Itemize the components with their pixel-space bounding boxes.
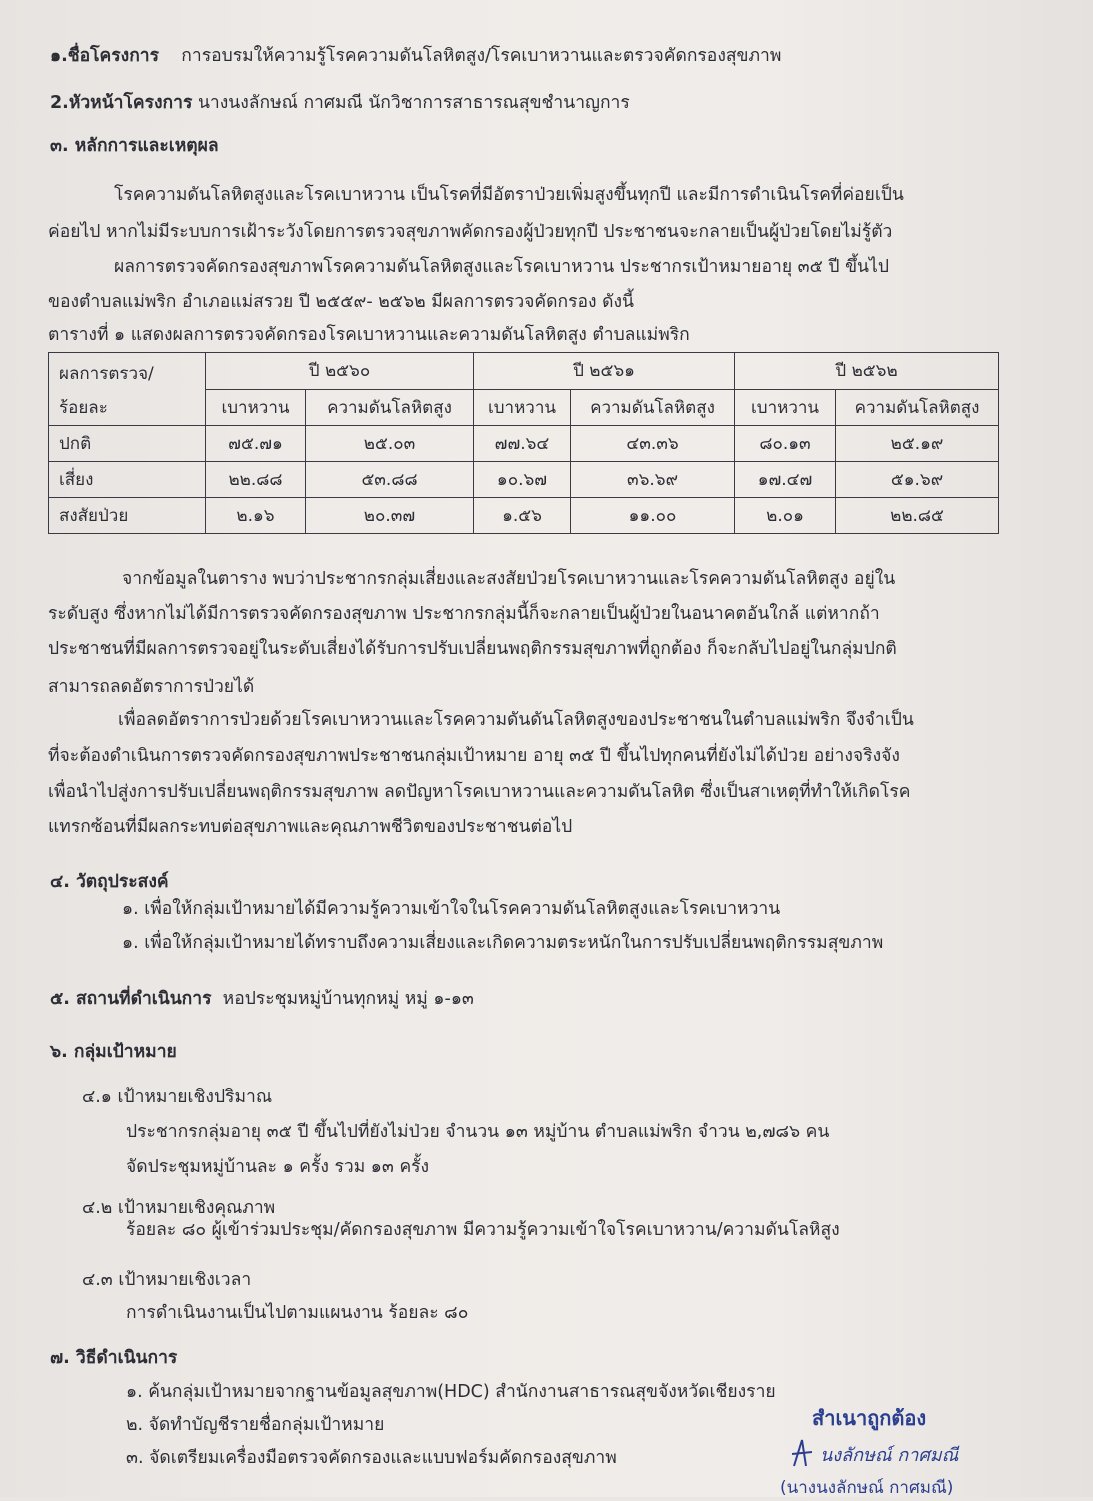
analysis-line-2: ระดับสูง ซึ่งหากไม่ได้มีการตรวจคัดกรองสุขภาพ ประชากรกลุ่มนี้ก็จะกลายเป็นผู้ป่วยในอนาคตอันใกล้ แต่หากถ้า <box>48 604 880 624</box>
subheader-diabetes: เบาหวาน <box>474 389 571 426</box>
method-step: ๒. จัดทำบัญชีรายชื่อกลุ่มเป้าหมาย <box>126 1415 385 1435</box>
table-cell: ๗๕.๗๑ <box>206 426 306 462</box>
section-6-heading: ๖. กลุ่มเป้าหมาย <box>50 1042 177 1062</box>
qualitative-target-heading: ๔.๒ เป้าหมายเชิงคุณภาพ <box>82 1198 276 1218</box>
table-cell: ๕๓.๘๘ <box>306 462 474 498</box>
table-cell: ๑๗.๔๗ <box>735 462 836 498</box>
section-2 <box>50 91 630 115</box>
section-3-heading: ๓. หลักการและเหตุผล <box>50 136 219 156</box>
project-leader: นางนงลักษณ์ กาศมณี นักวิชาการสาธารณสุขชำนาญการ <box>197 93 630 113</box>
analysis-line-5: เพื่อลดอัตราการป่วยด้วยโรคเบาหวานและโรคความดันดันโลหิตสูงของประชาชนในตำบลแม่พริก จึงจำเป็น <box>118 710 914 730</box>
table-cell: ๒๒.๘๘ <box>206 462 306 498</box>
rationale-line-2: ค่อยไป หากไม่มีระบบการเฝ้าระวังโดยการตรวจสุขภาพคัดกรองผู้ป่วยทุกปี ประชาชนจะกลายเป็นผู้ป่วยโดยไม่รู้ตัว <box>48 222 893 242</box>
analysis-line-6: ที่จะต้องดำเนินการตรวจคัดกรองสุขภาพประชาชนกลุ่มเป้าหมาย อายุ ๓๕ ปี ขึ้นไปทุกคนที่ยังไม่ได้ป่วย อย่างจริงจัง <box>48 746 900 766</box>
year-header: ปี ๒๕๖๐ <box>206 353 474 390</box>
rationale-line-3: ผลการตรวจคัดกรองสุขภาพโรคความดันโลหิตสูงและโรคเบาหวาน ประชากรเป้าหมายอายุ ๓๕ ปี ขึ้นไป <box>114 257 889 277</box>
table-cell: ๒.๐๑ <box>735 498 836 534</box>
rationale-line-4: ของตำบลแม่พริก อำเภอแม่สรวย ปี ๒๕๕๙- ๒๕๖๒ มีผลการตรวจคัดกรอง ดังนี้ <box>48 292 634 312</box>
screening-results-table <box>48 352 999 534</box>
row-label: สงสัยป่วย <box>49 498 206 534</box>
subheader-hypertension: ความดันโลหิตสูง <box>306 389 474 426</box>
table-cell: ๕๑.๖๙ <box>836 462 999 498</box>
table-row <box>49 462 999 498</box>
table-cell: ๑.๕๖ <box>474 498 571 534</box>
analysis-line-7: เพื่อนำไปสู่งการปรับเปลี่ยนพฤติกรรมสุขภาพ ลดปัญหาโรคเบาหวานและความดันโลหิต ซึ่งเป็นสาเหตุที่ทำให้เกิดโรค <box>48 782 911 802</box>
method-step: ๓. จัดเตรียมเครื่องมือตรวจคัดกรองและแบบฟอร์มคัดกรองสุขภาพ <box>126 1448 617 1468</box>
table-cell: ๒.๑๖ <box>206 498 306 534</box>
quantitative-target-line-1: ประชากรกลุ่มอายุ ๓๕ ปี ขึ้นไปที่ยังไม่ป่วย จำนวน ๑๓ หมู่บ้าน ตำบลแม่พริก จำวน ๒,๗๘๖ คน <box>126 1122 830 1142</box>
subheader-hypertension: ความดันโลหิตสูง <box>836 389 999 426</box>
analysis-line-4: สามารถลดอัตราการป่วยได้ <box>48 677 255 697</box>
table-cell: ๑๐.๖๗ <box>474 462 571 498</box>
analysis-line-1: จากข้อมูลในตาราง พบว่าประชากรกลุ่มเสี่ยงและสงสัยป่วยโรคเบาหวานและโรคความดันโลหิตสูง อยู่ใน <box>122 569 896 589</box>
table-corner-header: ผลการตรวจ/ ร้อยละ <box>49 353 206 426</box>
row-label: ปกติ <box>49 426 206 462</box>
section-1-label: ๑.ชื่อโครงการ <box>50 46 160 66</box>
row-label: เสี่ยง <box>49 462 206 498</box>
year-header: ปี ๒๕๖๑ <box>474 353 735 390</box>
objective-item: ๑. เพื่อให้กลุ่มเป้าหมายได้ทราบถึงความเสี่ยงและเกิดความตระหนักในการปรับเปลี่ยนพฤติกรรมสุขภาพ <box>122 933 884 953</box>
table-caption: ตารางที่ ๑ แสดงผลการตรวจคัดกรองโรคเบาหวานและความดันโลหิตสูง ตำบลแม่พริก <box>48 325 690 345</box>
analysis-line-8: แทรกซ้อนที่มีผลกระทบต่อสุขภาพและคุณภาพชีวิตของประชาชนต่อไป <box>48 817 573 837</box>
analysis-line-3: ประชาชนที่มีผลการตรวจอยู่ในระดับเสี่ยงได้รับการปรับเปลี่ยนพฤติกรรมสุขภาพที่ถูกต้อง ก็จะกลับไปอยู่ในกลุ่มปกติ <box>48 639 897 659</box>
table-cell: ๓๖.๖๙ <box>571 462 735 498</box>
table-cell: ๔๓.๓๖ <box>571 426 735 462</box>
signature-mark-icon <box>788 1436 818 1470</box>
signer-name: (นางนงลักษณ์ กาศมณี) <box>780 1478 954 1498</box>
table-cell: ๒๒.๘๕ <box>836 498 999 534</box>
venue-text: หอประชุมหมู่บ้านทุกหมู่ หมู่ ๑-๑๓ <box>222 989 474 1009</box>
subheader-diabetes: เบาหวาน <box>206 389 306 426</box>
subheader-diabetes: เบาหวาน <box>735 389 836 426</box>
time-target-heading: ๔.๓ เป้าหมายเชิงเวลา <box>82 1270 252 1290</box>
section-4-heading: ๔. วัตถุประสงค์ <box>50 872 169 892</box>
rationale-line-1: โรคความดันโลหิตสูงและโรคเบาหวาน เป็นโรคที่มีอัตราป่วยเพิ่มสูงขึ้นทุกปี และมีการดำเนินโรคที่ค่อยเป็น <box>114 185 904 205</box>
section-5-label: ๕. สถานที่ดำเนินการ <box>50 989 212 1009</box>
time-target-line: การดำเนินงานเป็นไปตามแผนงาน ร้อยละ ๘๐ <box>126 1303 469 1323</box>
subheader-hypertension: ความดันโลหิตสูง <box>571 389 735 426</box>
objective-item: ๑. เพื่อให้กลุ่มเป้าหมายได้มีความรู้ความเข้าใจในโรคความดันโลหิตสูงและโรคเบาหวาน <box>122 899 781 919</box>
certified-copy-stamp: สำเนาถูกต้อง <box>812 1406 927 1430</box>
table-cell: ๒๕.๑๙ <box>836 426 999 462</box>
section-1 <box>50 44 781 68</box>
quantitative-target-heading: ๔.๑ เป้าหมายเชิงปริมาณ <box>82 1087 273 1107</box>
table-cell: ๘๐.๑๓ <box>735 426 836 462</box>
project-name: การอบรมให้ความรู้โรคความดันโลหิตสูง/โรคเบาหวานและตรวจคัดกรองสุขภาพ <box>181 46 782 66</box>
table-cell: ๒๕.๐๓ <box>306 426 474 462</box>
section-5 <box>50 987 474 1011</box>
method-step: ๑. ค้นกลุ่มเป้าหมายจากฐานข้อมูลสุขภาพ(HDC) สำนักงานสาธารณสุขจังหวัดเชียงราย <box>126 1382 776 1402</box>
qualitative-target-line: ร้อยละ ๘๐ ผู้เข้าร่วมประชุม/คัดกรองสุขภาพ มีความรู้ความเข้าใจโรคเบาหวาน/ความดันโลหิสูง <box>126 1220 840 1240</box>
section-2-label: 2.หัวหน้าโครงการ <box>50 93 193 113</box>
quantitative-target-line-2: จัดประชุมหมู่บ้านละ ๑ ครั้ง รวม ๑๓ ครั้ง <box>126 1157 430 1177</box>
table-cell: ๗๗.๖๔ <box>474 426 571 462</box>
year-header: ปี ๒๕๖๒ <box>735 353 999 390</box>
table-cell: ๑๑.๐๐ <box>571 498 735 534</box>
signature: นงลักษณ์ กาศมณี <box>820 1445 959 1466</box>
section-7-heading: ๗. วิธีดำเนินการ <box>50 1348 178 1368</box>
table-row <box>49 426 999 462</box>
table-cell: ๒๐.๓๗ <box>306 498 474 534</box>
table-row <box>49 498 999 534</box>
